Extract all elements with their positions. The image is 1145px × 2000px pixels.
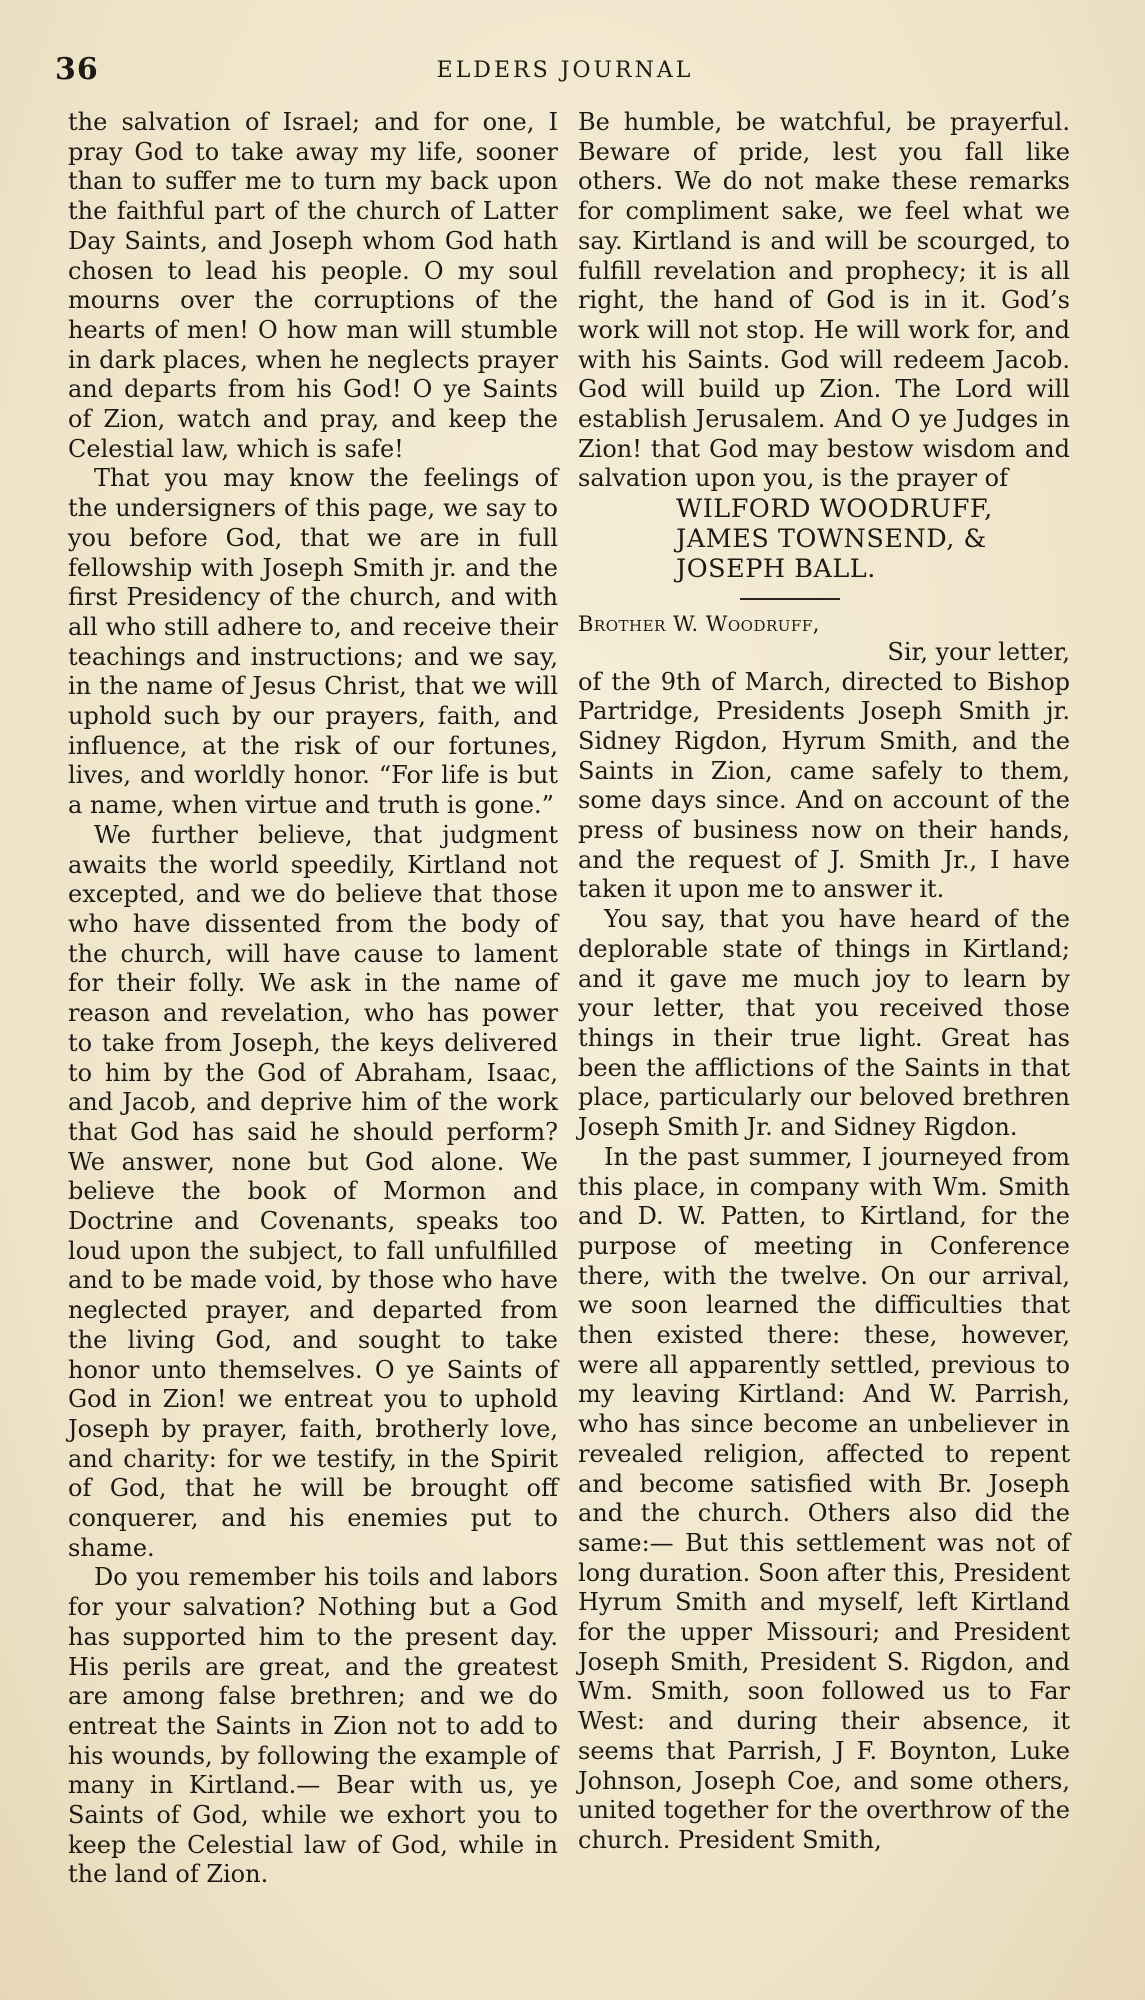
running-head: ELDERS JOURNAL <box>436 58 694 83</box>
page-header <box>55 52 1075 92</box>
paragraph: You say, that you have heard of the deplorable state of things in Kirtland; and it gave me much joy to learn by your letter, that you received those things in their true light. Great has been the afflictions of the Saints in that place, particularly our beloved brethren Joseph Smith Jr. and Sidney Rigdon. <box>578 905 1070 1142</box>
page-number: 36 <box>55 52 99 87</box>
paragraph: the salvation of Israel; and for one, I pray God to take away my life, sooner than to suffer me to turn my back upon the faithful part of the church of Latter Day Saints, and Joseph whom God hath chosen to lead his people. O my soul mourns over the corruptions of the hearts of men! O how man will stumble in dark places, when he neglects prayer and departs from his God! O ye Saints of Zion, watch and pray, and keep the Celestial law, which is safe! <box>68 108 558 463</box>
signature-block <box>676 494 1070 584</box>
letter-opening: Sir, your letter, <box>887 637 1070 666</box>
signatory-name: JAMES TOWNSEND, & <box>676 524 987 555</box>
section-divider <box>740 598 840 600</box>
left-column <box>68 108 558 1890</box>
paragraph: In the past summer, I journeyed from this place, in company with Wm. Smith and D. W. Patten, to Kirtland, for the purpose of meeting in Conference there, with the twelve. On our arrival, we soon learned the difficulties that then existed there: these, however, were all apparently settled, previous to my leaving Kirtland: And W. Parrish, who has since become an unbeliever in revealed religion, affected to repent and become satisfied with Br. Joseph and the church. Others also did the same:— But this settlement was not of long duration. Soon after this, President Hyrum Smith and myself, left Kirtland for the upper Missouri; and President Joseph Smith, President S. Rigdon, and Wm. Smith, soon followed us to Far West: and during their absence, it seems that Parrish, J F. Boynton, Luke Johnson, Joseph Coe, and some others, united together for the overthrow of the church. President Smith, <box>578 1142 1070 1854</box>
signatory-name: JOSEPH BALL. <box>676 554 876 585</box>
paragraph: We further believe, that judgment awaits the world speedily, Kirtland not excepted, and we do believe that those who have dissented from the body of the church, will have cause to lament for their folly. We ask in the name of reason and revelation, who has power to take from Joseph, the keys delivered to him by the God of Abraham, Isaac, and Jacob, and deprive him of the work that God has said he should perform? We answer, none but God alone. We believe the book of Mormon and Doctrine and Covenants, speaks too loud upon the subject, to fall unfulfilled and to be made void, by those who have neglected prayer, and departed from the living God, and sought to take honor unto themselves. O ye Saints of God in Zion! we entreat you to uphold Joseph by prayer, faith, brotherly love, and charity: for we testify, in the Spirit of God, that he will be brought off conquerer, and his enemies put to shame. <box>68 820 558 1562</box>
right-column <box>578 108 1070 1856</box>
paragraph: That you may know the feelings of the undersigners of this page, we say to you before God, that we are in full fellowship with Joseph Smith jr. and the first Presidency of the church, and with all who still adhere to, and receive their teachings and instructions; and we say, in the name of Jesus Christ, that we will uphold such by our prayers, faith, and influence, at the risk of our fortunes, lives, and worldly honor. “For life is but a name, when virtue and truth is gone.” <box>68 464 558 820</box>
paragraph: Do you remember his toils and labors for your salvation? Nothing but a God has supported him to the present day. His perils are great, and the greatest are among false brethren; and we do entreat the Saints in Zion not to add to his wounds, by following the example of many in Kirtland.— Bear with us, ye Saints of God, while we exhort you to keep the Celestial law of God, while in the land of Zion. <box>68 1563 558 1889</box>
letter-salutation: Brother W. Woodruff, <box>578 612 820 637</box>
paragraph: of the 9th of March, directed to Bishop Partridge, Presidents Joseph Smith jr. Sidney Rigdon, Hyrum Smith, and the Saints in Zion, came safely to them, some days since. And on account of the press of business now on their hands, and the request of J. Smith Jr., I have taken it upon me to answer it. <box>578 667 1070 904</box>
paragraph-continuation: Be humble, be watchful, be prayerful. Beware of pride, lest you fall like others. We do not make these remarks for compliment sake, we feel what we say. Kirtland is and will be scourged, to fulfill revelation and prophecy; it is all right, the hand of God is in it. God’s work will not stop. He will work for, and with his Saints. God will redeem Jacob. God will build up Zion. The Lord will establish Jerusalem. And O ye Judges in Zion! that God may bestow wisdom and salvation upon you, is the prayer of <box>578 108 1070 493</box>
signatory-name: WILFORD WOODRUFF, <box>676 494 993 525</box>
